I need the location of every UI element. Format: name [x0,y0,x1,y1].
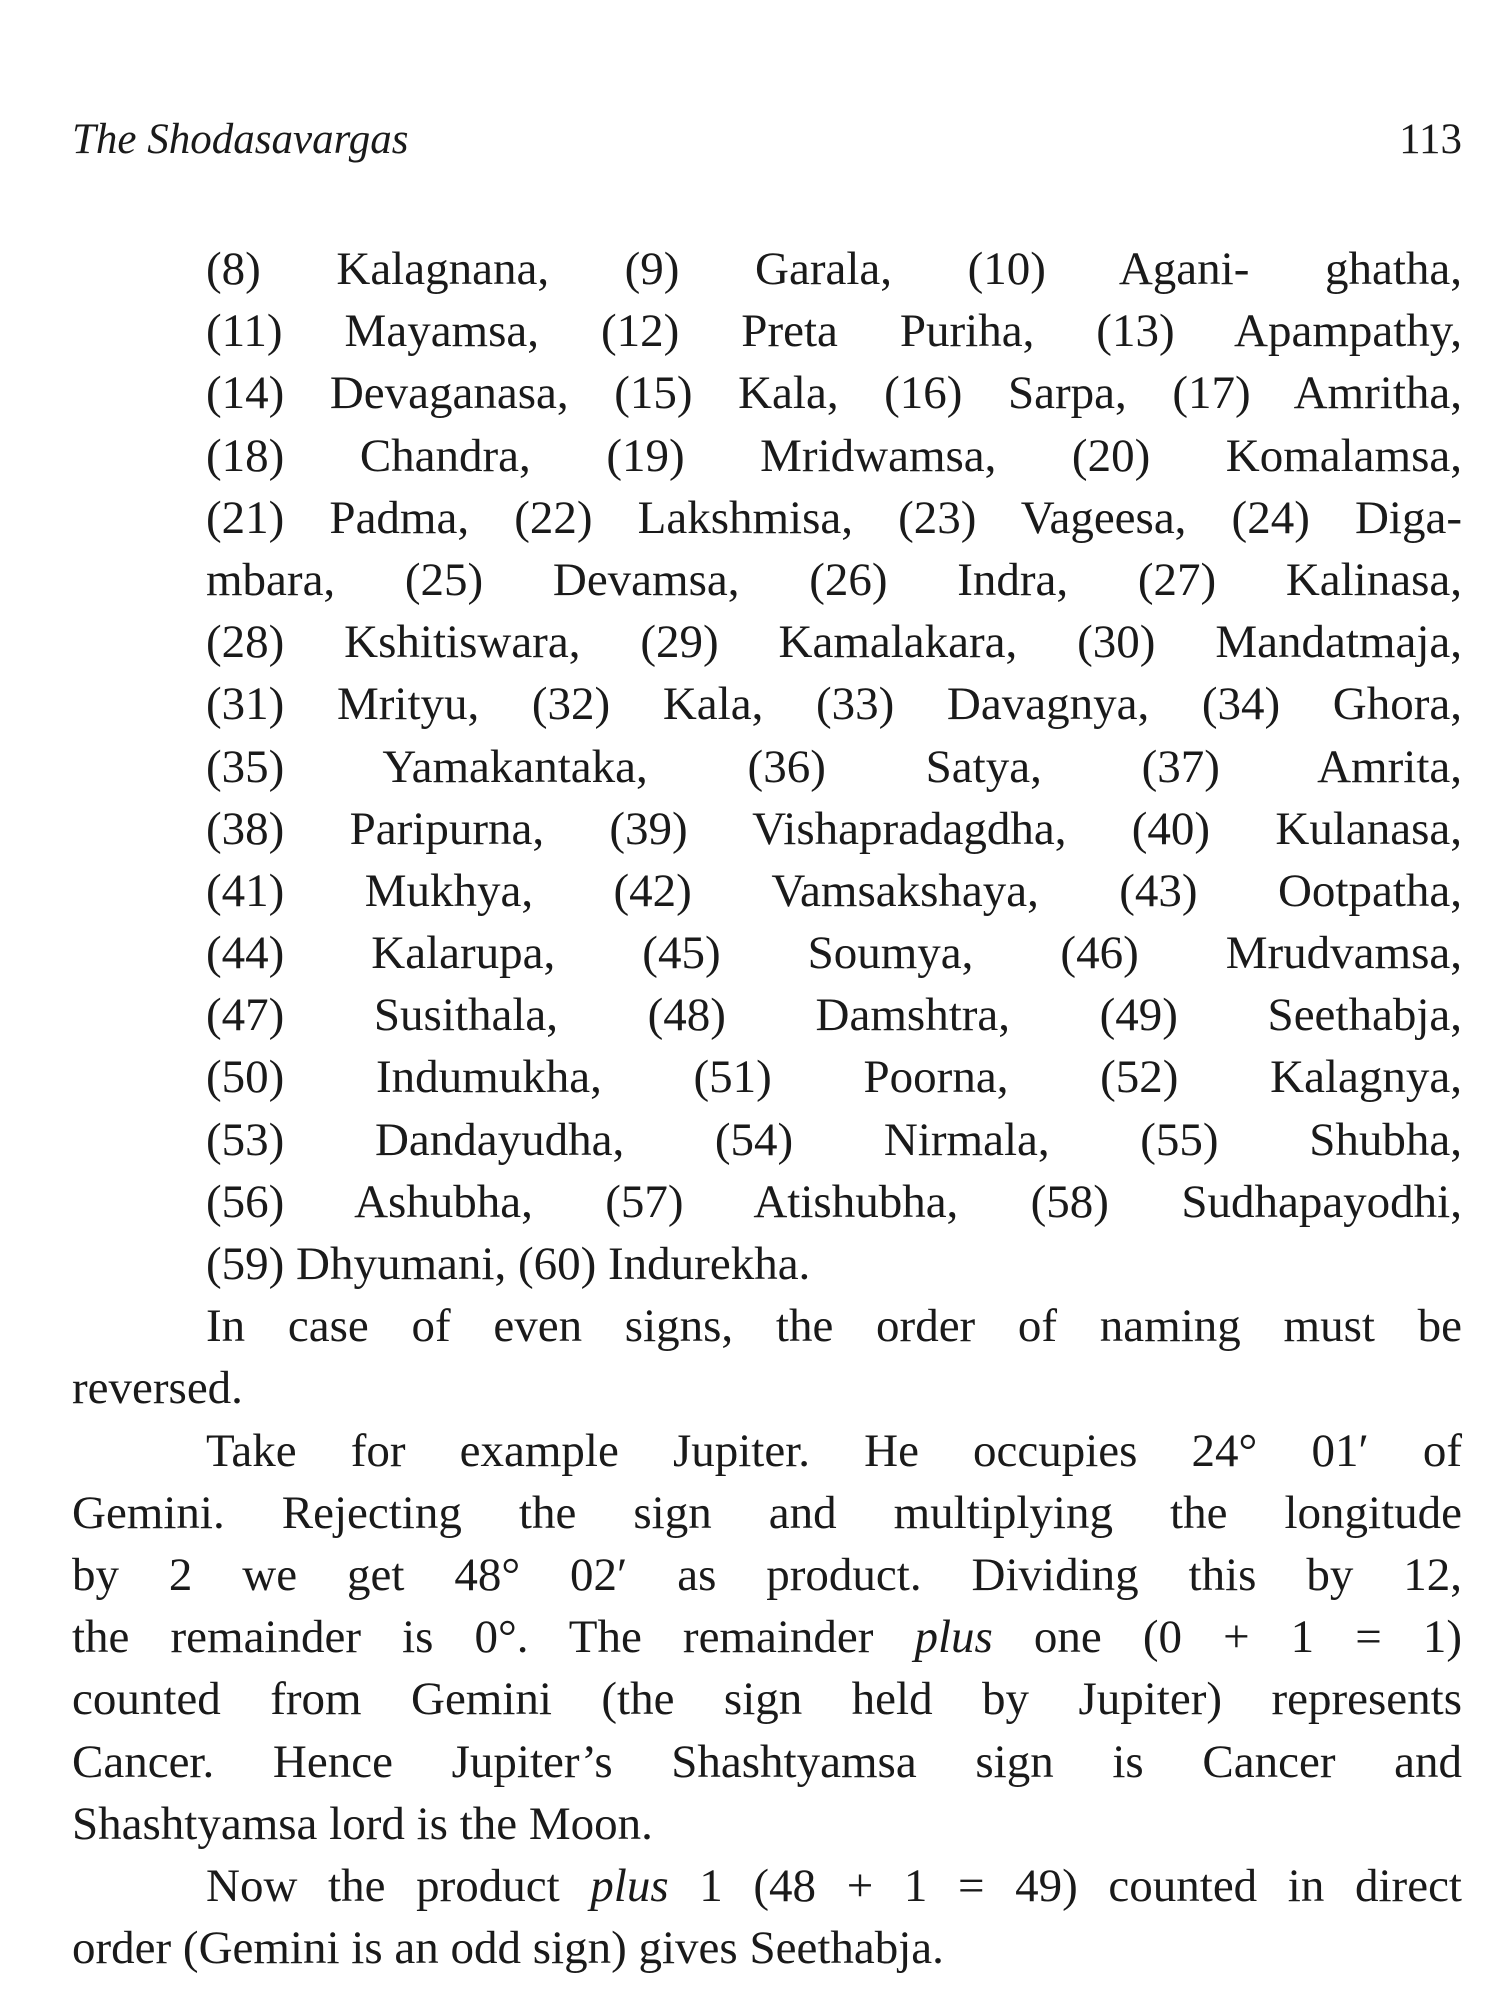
text-line: (47) Susithala, (48) Damshtra, (49) Seethabja, [206,989,1462,1042]
page-number: 113 [1399,116,1462,163]
text-line: (56) Ashubha, (57) Atishubha, (58) Sudhapayodhi, [206,1175,1462,1228]
chapter-title: The Shodasavargas [72,116,409,163]
paragraph-start-line: Take for example Jupiter. He occupies 24° 01′ of [206,1424,1462,1477]
text-line: by 2 we get 48° 02′ as product. Dividing this by 12, [72,1548,1462,1601]
text-run: the remainder is 0°. The remainder [72,1611,915,1664]
italic-word: plus [914,1611,993,1664]
body-text [72,238,1462,1979]
text-line: (31) Mrityu, (32) Kala, (33) Davagnya, (34) Ghora, [206,678,1462,731]
text-line: Gemini. Rejecting the sign and multiplying the longitude [72,1486,1462,1539]
text-line: (35) Yamakantaka, (36) Satya, (37) Amrita, [206,740,1462,793]
text-line: (11) Mayamsa, (12) Preta Puriha, (13) Apampathy, [206,305,1462,358]
text-line: (8) Kalagnana, (9) Garala, (10) Agani- ghatha, [206,243,1462,295]
text-line [72,1606,1462,1668]
text-line: (14) Devaganasa, (15) Kala, (16) Sarpa, (17) Amritha, [206,367,1462,420]
text-line: reversed. [72,1362,243,1415]
text-line: (53) Dandayudha, (54) Nirmala, (55) Shubha, [206,1113,1462,1166]
text-run: 1 (48 + 1 = 49) counted in direct [668,1859,1462,1912]
text-line: Shashtyamsa lord is the Moon. [72,1797,653,1850]
text-run: Now the product [206,1859,591,1912]
text-line: (50) Indumukha, (51) Poorna, (52) Kalagnya, [206,1051,1462,1104]
text-line: (38) Paripurna, (39) Vishapradagdha, (40) Kulanasa, [206,802,1462,855]
text-line: (44) Kalarupa, (45) Soumya, (46) Mrudvamsa, [206,927,1462,980]
italic-word: plus [590,1859,669,1912]
text-line: order (Gemini is an odd sign) gives Seethabja. [72,1922,944,1975]
text-line: mbara, (25) Devamsa, (26) Indra, (27) Kalinasa, [206,553,1462,606]
text-line: (18) Chandra, (19) Mridwamsa, (20) Komalamsa, [206,429,1462,482]
paragraph-start-line [72,1855,1462,1917]
text-line: counted from Gemini (the sign held by Jupiter) represents [72,1673,1462,1726]
text-line: Cancer. Hence Jupiter’s Shashtyamsa sign is Cancer and [72,1735,1462,1788]
paragraph-start-line: In case of even signs, the order of naming must be [206,1300,1462,1353]
text-line: (21) Padma, (22) Lakshmisa, (23) Vageesa, (24) Diga- [206,491,1462,544]
text-line: (41) Mukhya, (42) Vamsakshaya, (43) Ootpatha, [206,864,1462,917]
text-line: (28) Kshitiswara, (29) Kamalakara, (30) Mandatmaja, [206,616,1462,669]
text-run: one (0 + 1 = 1) [992,1611,1462,1664]
running-head [72,112,1462,168]
text-line: (59) Dhyumani, (60) Indurekha. [206,1238,811,1290]
